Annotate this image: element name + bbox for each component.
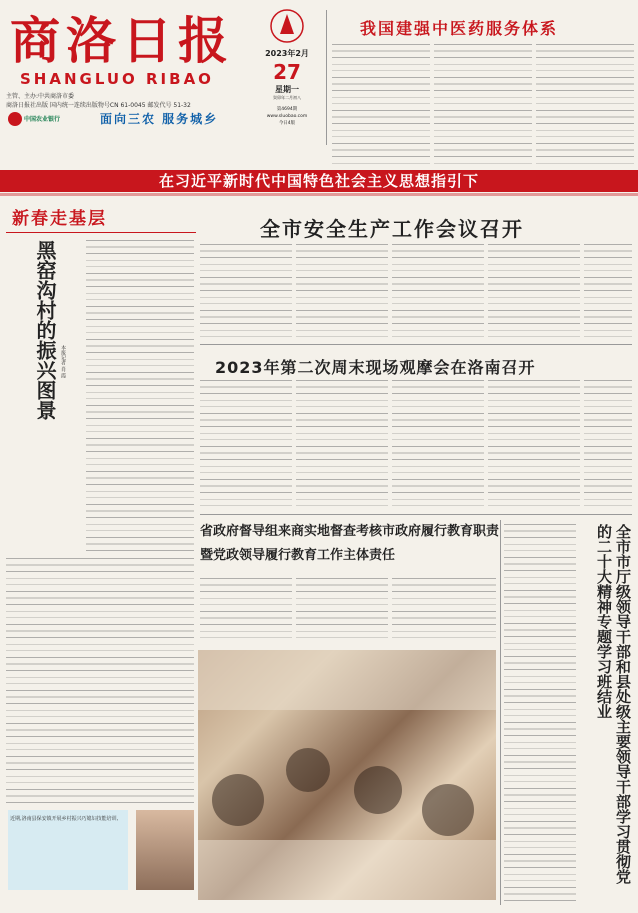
divider	[500, 520, 501, 905]
top-right-headline: 我国建强中医药服务体系	[360, 19, 559, 38]
publisher-line-2: 商洛日报社出版 国内统一连续出版物号CN 61-0045 邮发代号 51-32	[6, 102, 191, 109]
divider	[200, 514, 632, 515]
safety-body	[488, 244, 580, 340]
job-fair-body	[488, 380, 580, 510]
photo-caption: 近期,洛南县保安镇开展乡村振兴巧媳妇技能培训,	[10, 816, 119, 822]
safety-body	[296, 244, 388, 340]
safety-body	[584, 244, 632, 340]
safety-body	[392, 244, 484, 340]
publisher-info	[6, 92, 206, 110]
study-headline: 全市市厅级领导干部和县处级主要领导干部学习贯彻党的二十大精神专题学习班结业	[595, 524, 632, 884]
publisher-line: 主管、主办:中共商洛市委	[6, 93, 75, 100]
bank-logo-icon	[8, 112, 22, 126]
emblem-icon	[270, 8, 304, 44]
news-photo-overlay	[198, 650, 496, 900]
job-fair-body	[296, 380, 388, 510]
article-body	[332, 44, 430, 164]
issue-date: 2023年2月	[265, 49, 309, 58]
article-body	[536, 44, 634, 164]
inspection-body	[392, 578, 496, 644]
banner-text: 在习近平新时代中国特色社会主义思想指引下	[158, 172, 479, 190]
lunar-date: 癸卯年二月初八	[273, 95, 301, 100]
issue-day: 27	[273, 60, 301, 84]
newspaper-logo-english: SHANGLUO RIBAO	[20, 70, 214, 88]
study-body	[504, 524, 576, 904]
job-fair-body	[584, 380, 632, 510]
feature-title: 黑窑沟村的振兴图景	[33, 240, 57, 420]
feature-author: 本报记者 肖 霞	[60, 345, 66, 379]
section-rule	[6, 232, 196, 233]
inspection-body	[296, 578, 388, 644]
safety-body	[200, 244, 292, 340]
inspection-body	[200, 578, 292, 644]
job-fair-body	[392, 380, 484, 510]
safety-headline: 全市安全生产工作会议召开	[260, 217, 524, 241]
job-fair-body	[200, 380, 292, 510]
article-body	[434, 44, 532, 164]
photo-small	[136, 810, 194, 890]
feature-body	[6, 558, 194, 803]
divider	[326, 10, 327, 145]
issue-weekday: 星期一	[275, 85, 299, 94]
page-count: 今日4版	[278, 121, 296, 126]
newspaper-logo: 商洛日报	[10, 11, 234, 70]
job-fair-headline: 2023年第二次周末现场观摩会在洛南召开	[215, 358, 536, 377]
bank-name: 中国农业银行	[24, 116, 61, 123]
banner-underline	[0, 193, 638, 196]
issue-details	[250, 106, 324, 127]
divider	[200, 344, 632, 345]
website: www.sluobao.com	[266, 114, 308, 119]
inspection-headline: 省政府督导组来商实地督查考核市政府履行教育职责暨党政领导履行教育工作主体责任	[200, 524, 500, 563]
bank-slogan: 面向三农 服务城乡	[100, 112, 219, 126]
issue-number: 第4694期	[276, 107, 298, 112]
section-label: 新春走基层	[12, 209, 107, 229]
feature-body	[86, 240, 194, 555]
